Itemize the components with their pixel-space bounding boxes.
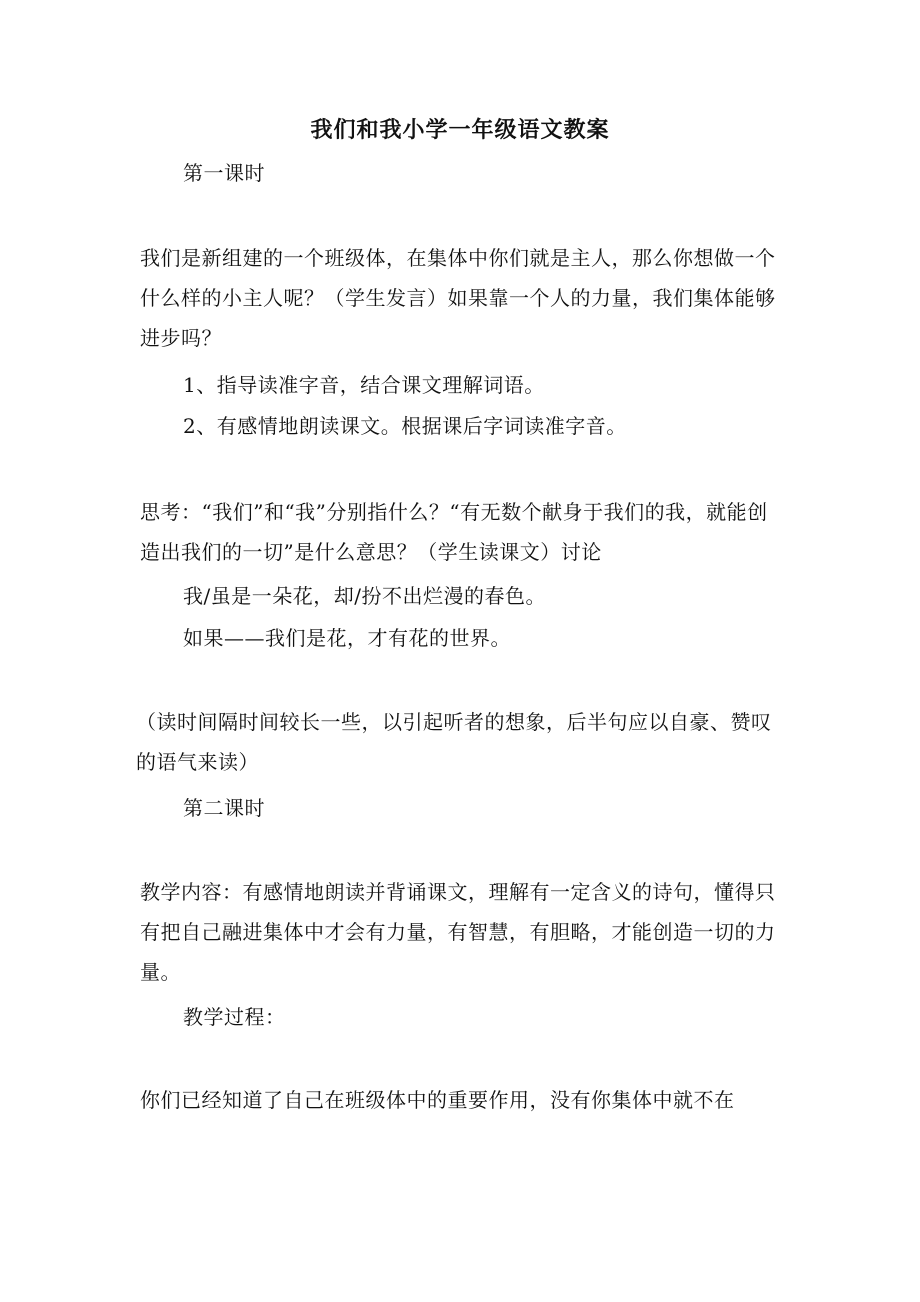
paragraph-intro: 我们是新组建的一个班级体，在集体中你们就是主人，那么你想做一个什么样的小主人呢？（学生发言）如果靠一个人的力量，我们集体能够进步吗？	[140, 246, 776, 350]
paragraph-teaching-content: 教学内容：有感情地朗读并背诵课文，理解有一定含义的诗句，懂得只有把自己融进集体中才会有力量，有智慧，有胆略，才能创造一切的力量。	[140, 880, 776, 984]
paragraph-think: 思考：“我们”和“我”分别指什么？“有无数个献身于我们的我，就能创造出我们的一切”是什么意思？（学生读课文）讨论	[140, 500, 768, 564]
list-item-1: 1、指导读准字音，结合课文理解词语。	[183, 373, 545, 397]
document-title: 我们和我小学一年级语文教案	[310, 117, 610, 143]
paragraph-reading-note: （读时间隔时间较长一些，以引起听者的想象，后半句应以自豪、赞叹的语气来读）	[136, 710, 772, 774]
list-item-2: 2、有感情地朗读课文。根据课后字词读准字音。	[183, 414, 627, 438]
paragraph-process-start: 你们已经知道了自己在班级体中的重要作用，没有你集体中就不在	[140, 1088, 735, 1112]
lesson-2-heading: 第二课时	[183, 796, 265, 820]
verse-line-2: 如果——我们是花，才有花的世界。	[183, 626, 511, 650]
teaching-process-heading: 教学过程：	[183, 1005, 286, 1029]
verse-line-1: 我/虽是一朵花，却/扮不出烂漫的春色。	[183, 584, 546, 608]
lesson-1-heading: 第一课时	[183, 161, 265, 185]
